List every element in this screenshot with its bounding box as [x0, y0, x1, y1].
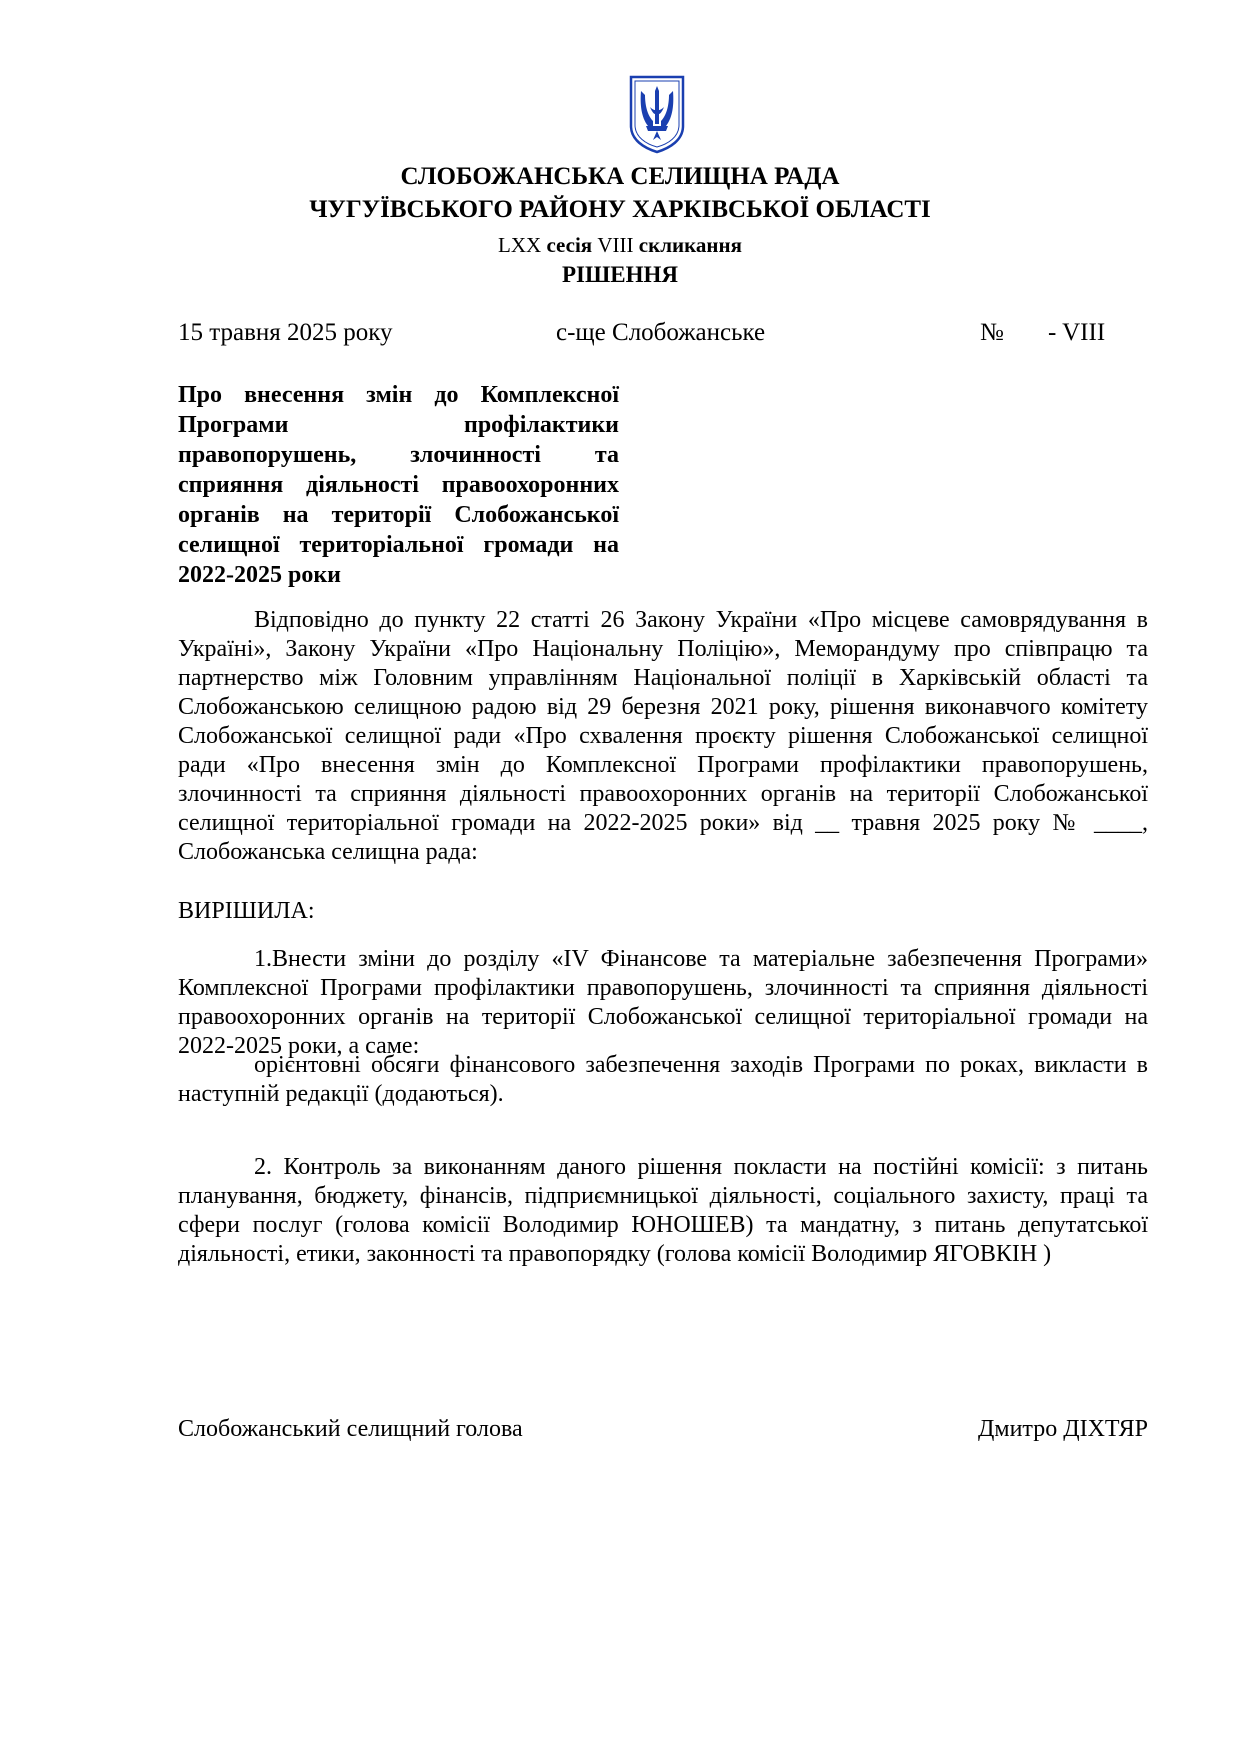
dateline: [178, 318, 1108, 352]
district-name: ЧУГУЇВСЬКОГО РАЙОНУ ХАРКІВСЬКОЇ ОБЛАСТІ: [309, 196, 931, 223]
council-name: СЛОБОЖАНСЬКА СЕЛИЩНА РАДА: [400, 163, 840, 190]
decision-title: РІШЕННЯ: [562, 262, 678, 287]
decision-place: с-ще Слобожанське: [556, 319, 766, 346]
decision-number-sign: №: [980, 319, 1004, 346]
point-2-paragraph: 2. Контроль за виконанням даного рішення покласти на постійні комісії: з питань планування, бюджету, фінансів, підприємницької діяльності, соціального захисту, праці та сфери послуг (голова комісії Володимир ЮНОШЕВ) та мандатну, з питань депутатської діяльності, етики, законності та правопорядку (голова комісії Володимир ЯГОВКІН ): [178, 1154, 1148, 1267]
decision-subject: Про внесення змін до Комплексної Програми профілактики правопорушень, злочинності та сприяння діяльності правоохоронних органів на території Слобожанської селищної територіальної громади на 2022-2025 роки: [178, 382, 619, 588]
session-line: [0, 228, 1240, 262]
signatory-name: Дмитро ДІХТЯР: [978, 1416, 1148, 1442]
trident-coat-of-arms-icon: [628, 74, 686, 154]
point-1-detail-paragraph: орієнтовні обсяги фінансового забезпечення заходів Програми по роках, викласти в наступній редакції (додаються).: [178, 1052, 1148, 1107]
session-word: сесія: [546, 233, 593, 257]
point-1-paragraph: 1.Внести зміни до розділу «ІV Фінансове та матеріальне забезпечення Програми» Комплексної Програми профілактики правопорушень, злочинності та сприяння діяльності правоохоронних органів на території Слобожанської селищної територіальної громади на 2022-2025 роки, а саме:: [178, 946, 1148, 1059]
signatory-title: Слобожанський селищний голова: [178, 1416, 523, 1442]
session-number: LXX: [498, 233, 542, 257]
decision-date: 15 травня 2025 року: [178, 319, 393, 346]
convocation-word: скликання: [638, 233, 742, 257]
resolved-heading: ВИРІШИЛА:: [178, 898, 315, 924]
convocation-number: VIII: [597, 233, 634, 257]
preamble-paragraph: Відповідно до пункту 22 статті 26 Закону України «Про місцеве самоврядування в Україні», Закону України «Про Національну Поліцію», Меморандуму про співпрацю та партнерство між Головним управлінням Національної поліції в Харківській області та Слобожанською селищною радою від 29 березня 2021 року, рішення виконавчого комітету Слобожанської селищної ради «Про схвалення проєкту рішення Слобожанської селищної ради «Про внесення змін до Комплексної Програми профілактики правопорушень, злочинності та сприяння діяльності правоохоронних органів на території Слобожанської селищної територіальної громади на 2022-2025 роки» від __ травня 2025 року № ____, Слобожанська селищна рада:: [178, 607, 1148, 865]
decision-number-suffix: - VIII: [1048, 319, 1106, 346]
